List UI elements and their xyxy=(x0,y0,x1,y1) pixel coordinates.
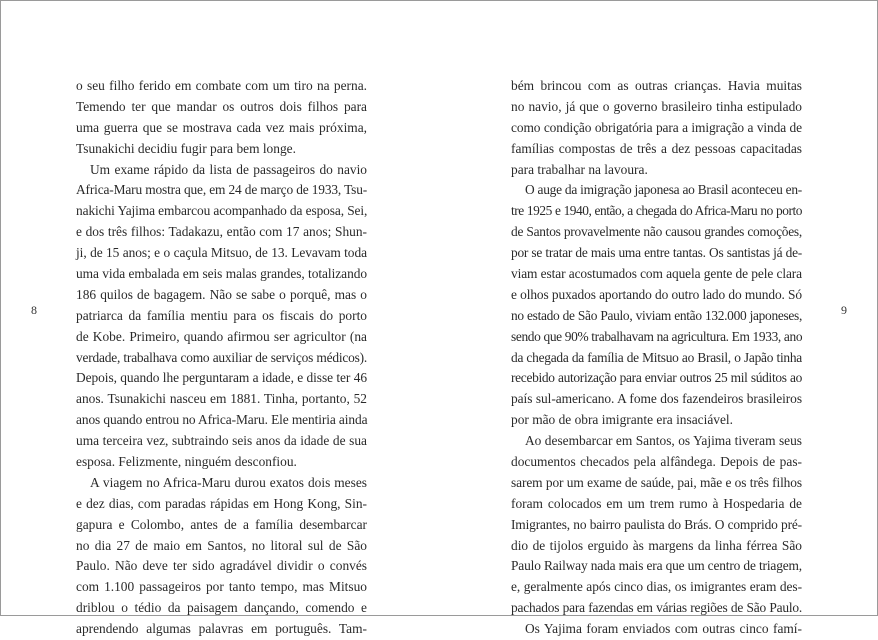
text-line: Paulo. Não deve ter sido agradável dividir o convés xyxy=(76,558,367,574)
text-line: o seu filho ferido em combate com um tiro na perna. xyxy=(76,78,367,93)
text-line: ji, de 15 anos; e o caçula Mitsuo, de 13. Levavam toda xyxy=(76,245,367,261)
left-page-number: 8 xyxy=(31,303,37,317)
text-line: e, geralmente após cinco dias, os imigrantes eram des- xyxy=(511,579,802,595)
text-line: aprendendo algumas palavras em português. Tam- xyxy=(76,621,367,637)
text-line: e dos três filhos: Tadakazu, então com 17 anos; Shun- xyxy=(76,224,367,240)
text-line: país sul-americano. A fome dos fazendeiros brasileiros xyxy=(511,391,802,407)
text-line: para trabalhar na lavoura. xyxy=(511,161,648,177)
text-line: Paulo Railway nada mais era que um centro de triagem, xyxy=(511,558,803,574)
text-line: pachados para fazendas em várias regiões de São Paulo. xyxy=(511,600,802,616)
text-line: sendo que 90% trabalhavam na agricultura. Em 1933, ano xyxy=(511,328,803,344)
text-line: famílias compostas de três a dez pessoas capacitadas xyxy=(511,140,802,156)
text-line: de Kobe. Primeiro, quando afirmou ser agricultor (na xyxy=(76,328,367,344)
text-line: anos quando entrou no Africa-Maru. Ele mentiria ainda xyxy=(76,412,368,428)
text-line: driblou o tédio da paisagem dançando, comendo e xyxy=(76,600,367,616)
text-line: Depois, quando lhe perguntaram a idade, e disse ter 46 xyxy=(76,370,367,386)
text-line: gapura e Colombo, antes de a família desembarcar xyxy=(76,516,367,532)
text-line: bém brincou com as outras crianças. Havia muitas xyxy=(511,78,802,93)
text-line: e olhos puxados aportando do outro lado do mundo. Só xyxy=(511,286,802,302)
text-line: por se tratar de mais uma entre tantas. Os santistas já de- xyxy=(511,245,802,261)
right-page-text xyxy=(511,76,802,640)
text-line: Ao desembarcar em Santos, os Yajima tiveram seus xyxy=(525,433,802,449)
text-line: tre 1925 e 1940, então, a chegada do Africa-Maru no porto xyxy=(511,203,802,219)
text-line: da chegada da família de Mitsuo ao Brasil, o Japão tinha xyxy=(511,349,802,365)
text-line: dio de tijolos erguido às margens da linha férrea São xyxy=(511,537,802,553)
text-line: viam estar acostumados com aquela gente de pele clara xyxy=(511,266,802,282)
text-line: foram colocados em um trem rumo à Hospedaria de xyxy=(511,495,802,511)
text-line: no navio, já que o governo brasileiro tinha estipulado xyxy=(511,98,802,114)
text-line: documentos checados pela alfândega. Depois de pas- xyxy=(511,454,802,470)
text-line: como condição obrigatória para a imigração a vinda de xyxy=(511,119,802,135)
text-line: recebido autorização para enviar outros 25 mil súditos ao xyxy=(511,370,802,386)
text-line: sarem por um exame de saúde, pai, mãe e os três filhos xyxy=(511,474,802,490)
text-line: e dez dias, com paradas rápidas em Hong Kong, Sin- xyxy=(76,495,367,511)
text-line: de Santos provavelmente não causou grandes comoções, xyxy=(511,224,802,240)
text-line: no estado de São Paulo, viviam então 132.000 japoneses, xyxy=(511,307,802,323)
text-line: Temendo ter que mandar os outros dois filhos para xyxy=(76,98,367,114)
text-line: Imigrantes, no bairro paulista do Brás. O comprido pré- xyxy=(511,516,802,532)
text-line: no dia 27 de maio em Santos, no litoral sul de São xyxy=(76,537,367,553)
text-line: Africa-Maru mostra que, em 24 de março de 1933, Tsu- xyxy=(76,182,368,198)
text-line: anos. Tsunakichi nasceu em 1881. Tinha, portanto, 52 xyxy=(76,391,367,407)
text-line: por mão de obra imigrante era insaciável. xyxy=(511,412,733,428)
text-line: Os Yajima foram enviados com outras cinco famí- xyxy=(525,621,802,637)
text-line: Tsunakichi decidiu fugir para bem longe. xyxy=(76,140,296,156)
text-line: verdade, trabalhava como auxiliar de serviços médicos). xyxy=(76,349,367,365)
text-line: O auge da imigração japonesa ao Brasil aconteceu en- xyxy=(525,182,802,198)
text-line: A viagem no Africa-Maru durou exatos dois meses xyxy=(90,474,367,490)
text-line: esposa. Felizmente, ninguém desconfiou. xyxy=(76,454,297,470)
text-line: uma guerra que se mostrava cada vez mais próxima, xyxy=(76,119,367,135)
text-line: nakichi Yajima embarcou acompanhado da esposa, Sei, xyxy=(76,203,368,219)
text-line: Um exame rápido da lista de passageiros do navio xyxy=(90,161,367,177)
text-line: uma vida embalada em seis malas grandes, totalizando xyxy=(76,266,367,282)
right-page-number: 9 xyxy=(841,303,847,317)
text-line: uma terceira vez, subtraindo seis anos da idade de sua xyxy=(76,433,367,449)
left-page-text xyxy=(76,76,367,640)
text-line: com 1.100 passageiros por tanto tempo, mas Mitsuo xyxy=(76,579,367,595)
text-line: 186 quilos de bagagem. Não se sabe o porquê, mas o xyxy=(76,286,367,302)
text-line: patriarca da família mentiu para os fiscais do porto xyxy=(76,307,367,323)
